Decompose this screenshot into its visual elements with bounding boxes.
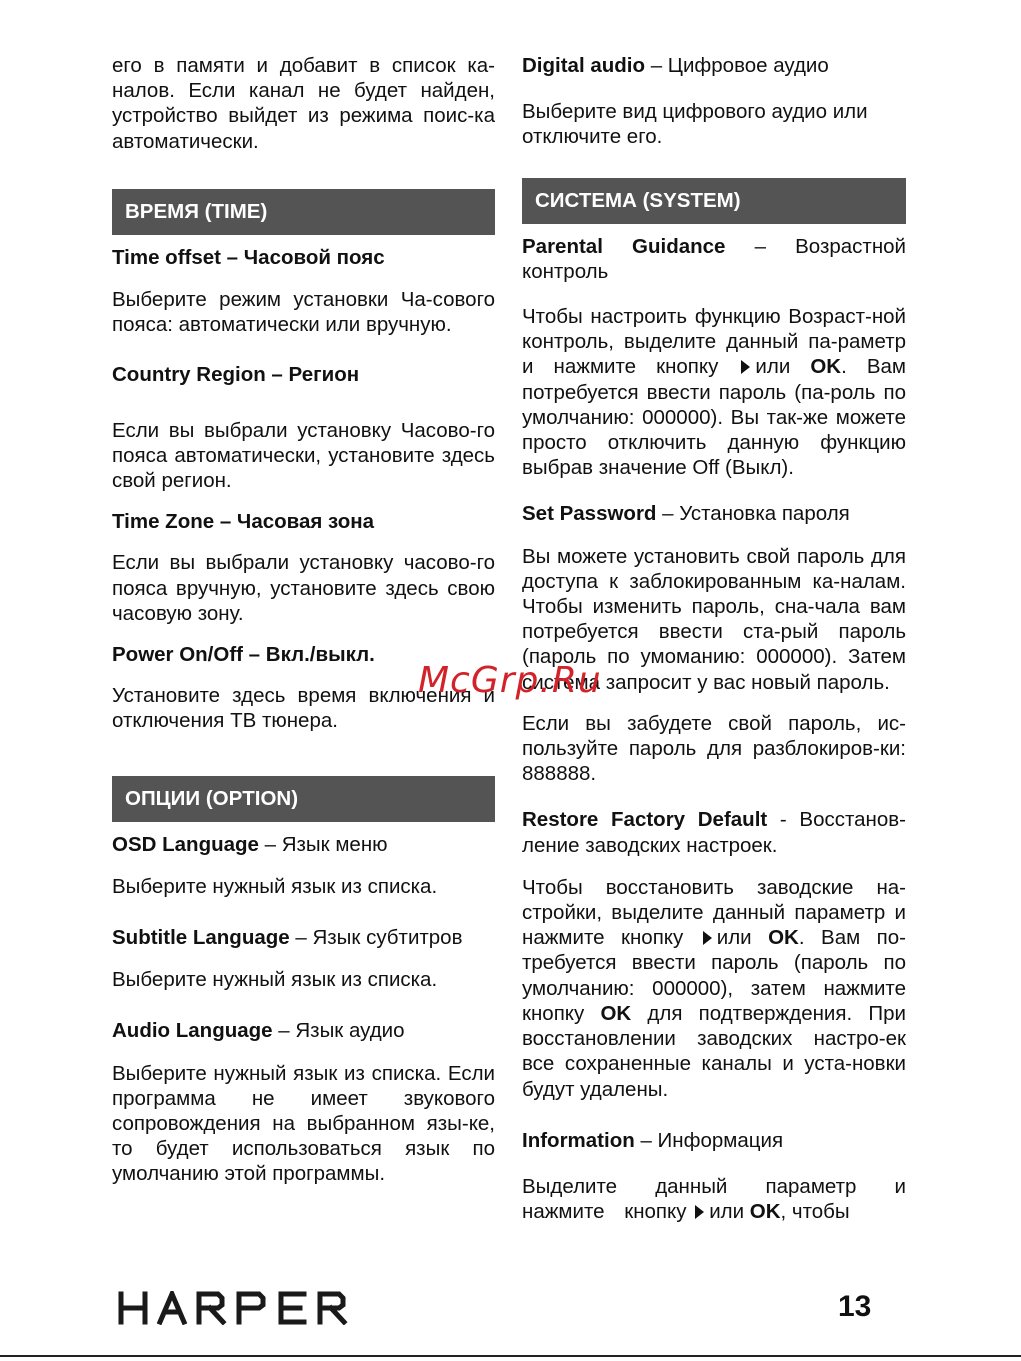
digital-audio-title: Digital audio – Цифровое аудио bbox=[522, 54, 829, 77]
audio-language-title: Audio Language – Язык аудио bbox=[112, 1019, 405, 1043]
forgot-password-body: Если вы забудете свой пароль, ис-пользуйте пароль для разблокиров-ки: 888888. bbox=[522, 711, 906, 786]
country-region-body: Если вы выбрали установку Часово-го пояса автоматически, установите здесь свой регион. bbox=[112, 418, 495, 493]
subtitle-language-title: Subtitle Language – Язык субтитров bbox=[112, 926, 463, 950]
osd-language-body: Выберите нужный язык из списка. bbox=[112, 874, 438, 898]
audio-language-body: Выберите нужный язык из списка. Если программа не имеет звукового сопровождения на выбранном язы-ке, то будет использоваться язык по умолчанию этой программы. bbox=[112, 1061, 495, 1186]
restore-factory-title: Restore Factory Default - Восстанов-ление заводских настроек. bbox=[522, 808, 906, 857]
set-password-title: Set Password – Установка пароля bbox=[522, 502, 850, 526]
restore-factory-body: Чтобы восстановить заводские на-стройки, выделите данный параметр и нажмите кнопку или OK. Вам по-требуется ввести пароль (пароль по умолчанию: 000000), затем нажмите кнопку OK для подтверждения. При восстановлении заводских настро-ек все сохраненные каналы и уста-новки будут удалены. bbox=[522, 875, 906, 1101]
left-column bbox=[112, 53, 495, 1187]
set-password-body: Вы можете установить свой пароль для доступа к заблокированным ка-налам. Чтобы изменить пароль, сна-чала вам потребуется ввести ста-рый пароль (пароль по умоманию: 000000). Затем система запросит у вас новый пароль. bbox=[522, 544, 906, 694]
time-offset-body: Выберите режим установки Ча-сового пояса: автоматически или вручную. bbox=[112, 288, 495, 337]
information-body: Выделите данный параметр и нажмите кнопку или OK, чтобы bbox=[522, 1174, 906, 1224]
time-zone-title: Time Zone – Часовая зона bbox=[112, 510, 375, 534]
right-column bbox=[522, 53, 906, 1224]
time-offset-title: Time offset – Часовой пояс bbox=[112, 245, 385, 269]
watermark: McGrp.Ru bbox=[418, 660, 602, 701]
parental-guidance-title: Parental Guidance – Возрастной контроль bbox=[522, 234, 906, 283]
parental-guidance-body: Чтобы настроить функцию Возраст-ной контроль, выделите данный па-раметр и нажмите кнопку или OK. Вам потребуется ввести пароль (па-роль по умолчанию: 000000). Вы так-же можете просто отключить данную функцию выбрав значение Off (Выкл). bbox=[522, 305, 907, 480]
time-section-header: ВРЕМЯ (TIME) bbox=[112, 189, 495, 235]
osd-language-title: OSD Language – Язык меню bbox=[112, 832, 388, 856]
system-section-header: СИСТЕМА (SYSTEM) bbox=[522, 178, 906, 224]
page-number: 13 bbox=[838, 1290, 872, 1323]
digital-audio-body: Выберите вид цифрового аудио или отключите его. bbox=[522, 100, 868, 149]
subtitle-language-body: Выберите нужный язык из списка. bbox=[112, 968, 438, 992]
power-title: Power On/Off – Вкл./выкл. bbox=[112, 643, 375, 667]
power-body: Установите здесь время включения и отключения ТВ тюнера. bbox=[112, 684, 495, 733]
harper-logo-icon bbox=[118, 1291, 362, 1325]
arrow-right-icon bbox=[703, 931, 712, 945]
bottom-divider bbox=[0, 1355, 1021, 1357]
intro-paragraph: его в памяти и добавит в список ка-налов. Если канал не будет найден, устройство выйдет из режима поис-ка автоматически. bbox=[112, 54, 495, 153]
arrow-right-icon bbox=[741, 360, 750, 374]
time-zone-body: Если вы выбрали установку часово-го пояса вручную, установите здесь свою часовую зону. bbox=[112, 551, 495, 625]
country-region-title: Country Region – Регион bbox=[112, 363, 360, 387]
option-section-header: ОПЦИИ (OPTION) bbox=[112, 776, 495, 822]
harper-logo bbox=[118, 1291, 362, 1330]
information-title: Information – Информация bbox=[522, 1128, 784, 1152]
arrow-right-icon bbox=[695, 1205, 704, 1219]
